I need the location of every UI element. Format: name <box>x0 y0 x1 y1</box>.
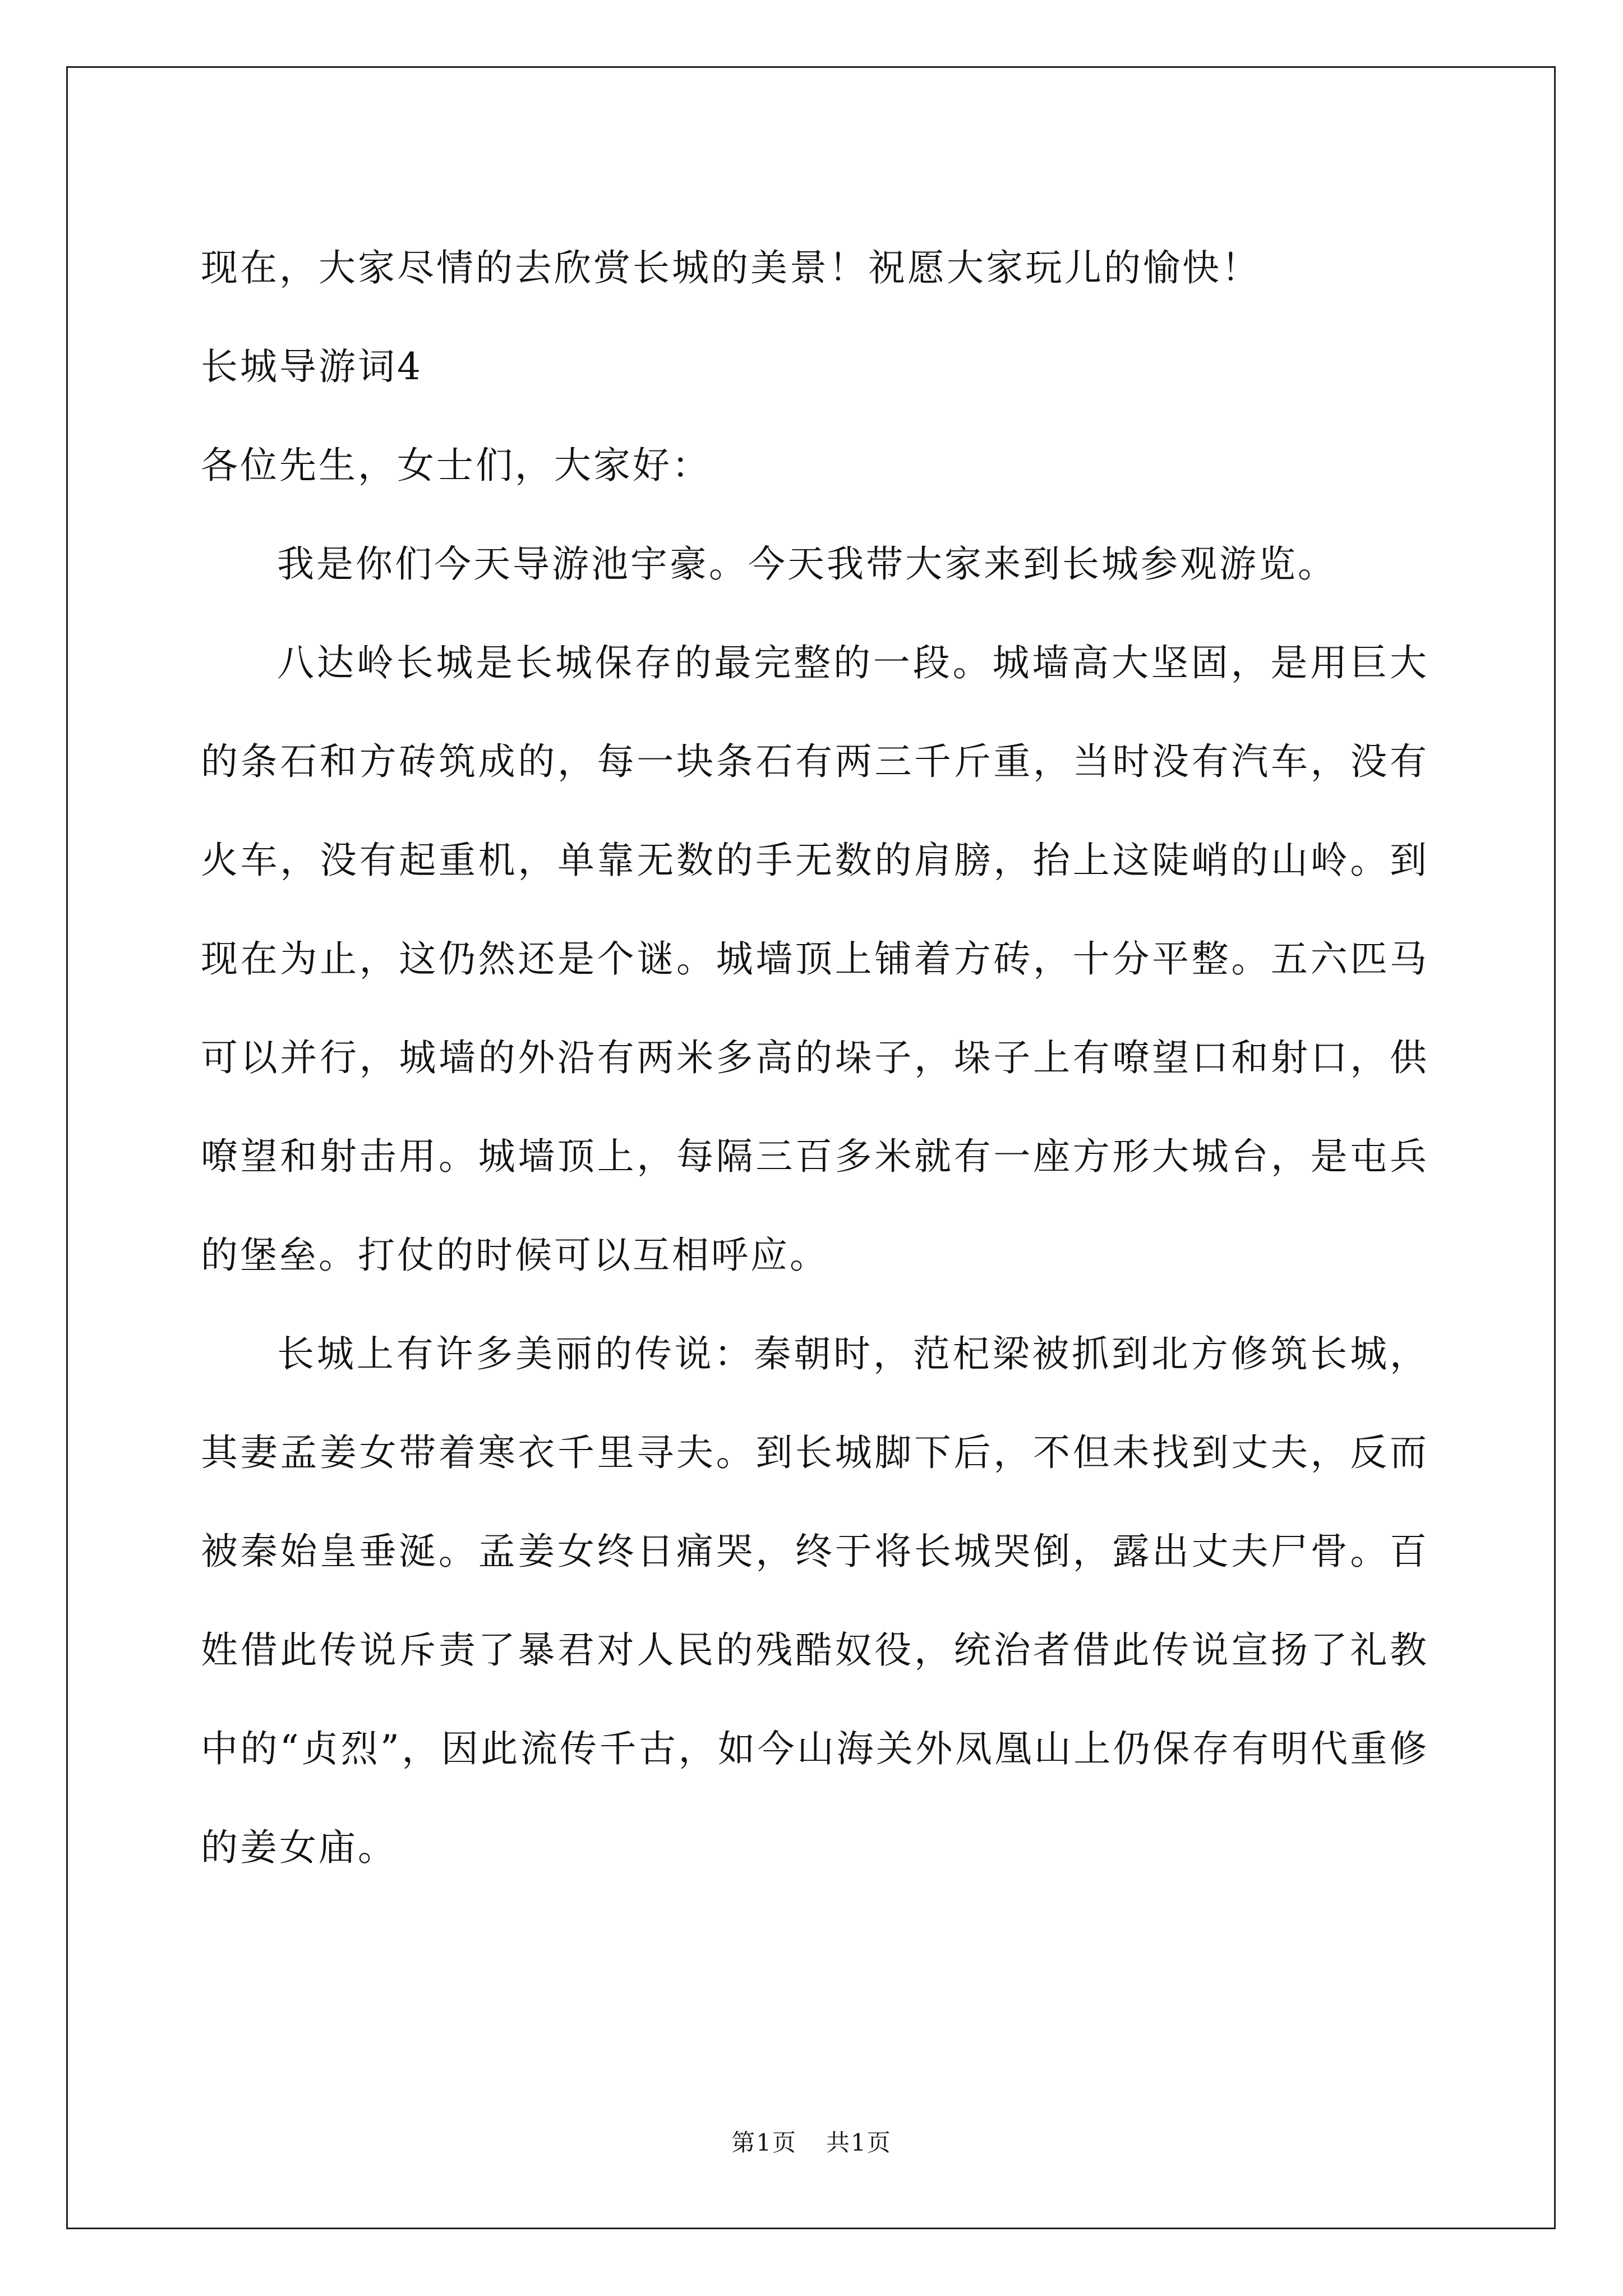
greeting-paragraph: 各位先生，女士们，大家好： <box>201 444 711 487</box>
closing-paragraph: 现在，大家尽情的去欣赏长城的美景！祝愿大家玩儿的愉快！ <box>201 246 1261 289</box>
legend-paragraph: 长城上有许多美丽的传说：秦朝时，范杞梁被抓到北方修筑长城，其妻孟姜女带着寒衣千里寻夫。到长城脚下后，不但未找到丈夫，反而被秦始皇垂涎。孟姜女终日痛哭，终于将长城哭倒，露出丈夫尸骨。百姓借此传说斥责了暴君对人民的残酷奴役，统治者借此传说宣扬了礼教中的“贞烈”，因此流传千古，如今山海关外凤凰山上仍保存有明代重修的姜女庙。 <box>201 1332 1429 1869</box>
page-total: 共1页 <box>826 2129 892 2156</box>
intro-paragraph: 我是你们今天导游池宇豪。今天我带大家来到长城参观游览。 <box>277 542 1337 586</box>
document-body <box>201 219 1429 1897</box>
page-footer <box>0 2127 1623 2159</box>
section-title: 长城导游词4 <box>201 345 423 388</box>
badaling-paragraph: 八达岭长城是长城保存的最完整的一段。城墙高大坚固，是用巨大的条石和方砖筑成的，每一块条石有两三千斤重，当时没有汽车，没有火车，没有起重机，单靠无数的手无数的肩膀，抬上这陡峭的山岭。到现在为止，这仍然还是个谜。城墙顶上铺着方砖，十分平整。五六匹马可以并行，城墙的外沿有两米多高的垛子，垛子上有嘹望口和射口，供嘹望和射击用。城墙顶上，每隔三百多米就有一座方形大城台，是屯兵的堡垒。打仗的时候可以互相呼应。 <box>201 641 1429 1277</box>
page-number: 第1页 <box>731 2129 797 2156</box>
